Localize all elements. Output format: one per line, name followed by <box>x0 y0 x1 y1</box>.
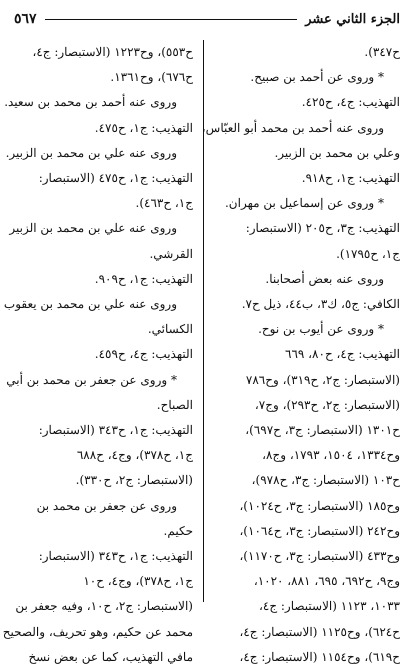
text-line: محمد عن حكيم، وهو تحريف، والصحيح <box>2 624 193 639</box>
text-line: وروى عنه علي بن محمد بن يعقوب <box>3 297 177 312</box>
text-line: وروى عنه علي بن محمد بن الزبير <box>9 221 177 236</box>
text-line: التهذيب: ج١، ح٣٤٣ (الاستبصار: <box>38 423 193 438</box>
text-line: ١٠٣٣، ١١٢٣ (الاستبصار: ج٤، <box>258 599 400 614</box>
text-line: الكسائي. <box>147 322 193 337</box>
text-line: ح٦١٩)، وح١١٥٤ (الاستبصار: ج٤، <box>239 649 400 664</box>
text-line: وح١٨٥ (الاستبصار: ج٣، ح١٠٢٤)، <box>239 498 400 513</box>
text-line: وج٩، ح٦٩٢، ٦٩٥، ٨٨١، ١٠٢٠، <box>253 574 400 589</box>
text-line: ح٦٧٦)، وح١٣٦١. <box>110 70 193 85</box>
text-line: التهذيب: ج١، ح٩٠٩. <box>94 271 193 286</box>
text-columns <box>2 40 400 664</box>
text-line: ح٣٤٧). <box>364 45 400 59</box>
text-line: التهذيب: ج٤، ح٨٠، ٦٦٩ <box>285 347 400 362</box>
running-title: الجزء الثاني عشر <box>305 11 400 27</box>
text-line: * وروى عن أيوب بن نوح. <box>258 322 384 337</box>
text-line: التهذيب: ج١، ح٤٧٥ (الاستبصار: <box>38 171 193 186</box>
right-column <box>201 40 400 664</box>
text-line: التهذيب: ج٣، ح٢٠٥ (الاستبصار: <box>245 221 400 236</box>
text-line: (الاستبصار: ج٢، ح١٠، وفيه جعفر بن <box>15 599 193 614</box>
text-line: ح٥٥٣)، وح١٢٢٣ (الاستبصار: ج٤، <box>32 45 193 59</box>
text-line: التهذيب: ج١، ح٣٤٣ (الاستبصار: <box>38 549 193 564</box>
text-line: ج١، ح٣٧٨)، وج٤، ح١٠ <box>83 574 193 589</box>
text-line: التهذيب: ج٤، ح٤٢٥. <box>301 95 400 110</box>
text-line: * وروى عن أحمد بن صبيح. <box>250 70 384 85</box>
text-line: وروى عنه علي بن محمد بن الزبير. <box>5 145 177 160</box>
text-line: * وروى عن جعفر بن محمد بن أبي <box>6 372 177 387</box>
text-line: وح٢٤٢ (الاستبصار: ج٣، ح١٠٦٤)، <box>239 523 400 538</box>
text-line: ج١، ح٣٧٨)، وج٤، ح٦٨٨ <box>76 448 193 463</box>
page-header <box>14 8 400 30</box>
text-line: حكيم. <box>163 523 193 538</box>
text-line: وح١٣٣٤، ١٥٠٤، ١٧٩٣، وج٨، <box>262 448 400 463</box>
text-line: التهذيب: ج٤، ح٤٥٩. <box>94 347 193 362</box>
text-line: وح٤٣٣ (الاستبصار: ج٣، ح١١٧٠)، <box>239 549 400 564</box>
text-line: التهذيب: ج١، ح٩١٨. <box>301 171 400 186</box>
text-line: (الاستبصار: ج٢، ح٢٩٣)، وج٧، <box>254 397 400 412</box>
text-line: وروى عنه أحمد بن محمد أبو العبّاس، <box>201 120 384 135</box>
text-line: * وروى عن إسماعيل بن مهران. <box>224 196 384 211</box>
text-line: الصباح. <box>156 397 193 412</box>
text-line: التهذيب: ج١، ح٤٧٥. <box>94 120 193 135</box>
text-line: (الاستبصار: ج٢، ح٣١٩)، وح٧٨٦ <box>245 372 400 387</box>
page-number: ٥٦٧ <box>14 11 37 27</box>
text-line: (الاستبصار: ج٢، ح٣٣٠). <box>75 473 193 488</box>
text-line: وعلي بن محمد بن الزبير. <box>274 145 400 160</box>
text-line: القرشي. <box>149 246 193 261</box>
text-line: ح١٠٣ (الاستبصار: ج٣، ح٩٧٨)، <box>251 473 400 488</box>
left-column <box>2 40 204 664</box>
text-line: وروى عنه أحمد بن محمد بن سعيد. <box>4 95 177 110</box>
text-line: ج١، ح٤٦٣). <box>135 196 193 211</box>
text-line: ح٦٢٤)، وح١١٢٥ (الاستبصار: ج٤، <box>239 624 400 639</box>
text-line: ح١٣٠١ (الاستبصار: ج٣، ح٦٩٧)، <box>245 423 400 438</box>
text-line: وروى عنه بعض أصحابنا. <box>265 271 384 286</box>
text-line: ج١، ح١٧٩٥). <box>336 246 400 261</box>
text-line: مافي التهذيب، كما عن بعض نسخ <box>28 649 193 664</box>
text-line: وروى عن جعفر بن محمد بن <box>36 498 177 513</box>
text-line: الكافي: ج٥، ك٣، ب٤٤، ذيل ح٧. <box>241 297 400 312</box>
header-rule <box>45 19 298 20</box>
